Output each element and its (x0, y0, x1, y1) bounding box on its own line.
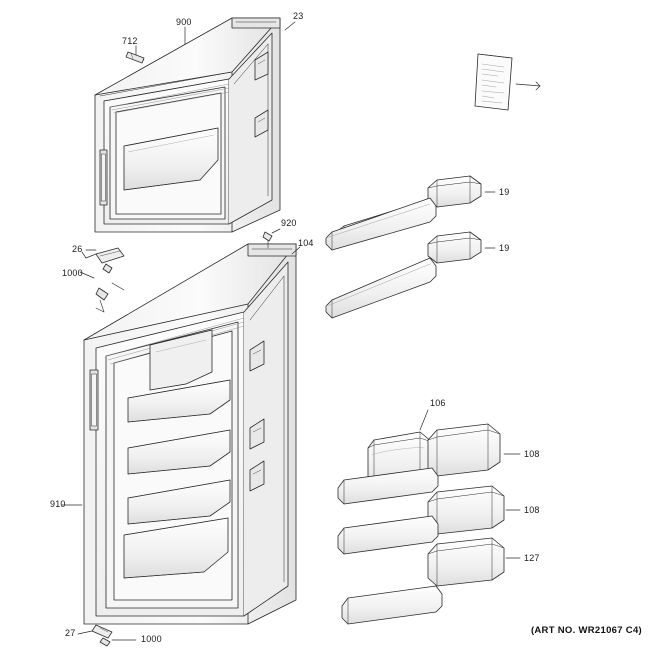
bin-127 (428, 538, 504, 586)
bin-108-rail-lower (338, 516, 438, 554)
hinge-hardware-lower (78, 625, 136, 646)
callout-19-upper: 19 (499, 187, 510, 197)
art-number: (ART NO. WR21067 C4) (530, 625, 642, 636)
callout-712: 712 (122, 36, 138, 46)
callout-1000-upper: 1000 (62, 268, 83, 278)
callout-108-lower: 108 (524, 505, 540, 515)
fresh-food-door-assembly (84, 244, 296, 624)
callout-106: 106 (430, 398, 446, 408)
door-rail-19-lower (326, 258, 436, 318)
spec-label-tag (475, 54, 540, 110)
callout-27: 27 (65, 628, 76, 638)
hinge-hardware-upper (82, 248, 124, 312)
door-bar-19-lower (428, 232, 481, 263)
callout-23: 23 (293, 11, 304, 21)
bin-108-lower (428, 486, 504, 534)
callout-26: 26 (72, 244, 83, 254)
screw-712 (126, 52, 144, 63)
callout-1000-lower: 1000 (141, 634, 162, 644)
callout-920: 920 (281, 218, 297, 228)
callout-19-lower: 19 (499, 243, 510, 253)
freezer-door-assembly (95, 18, 280, 232)
door-rail-19-upper (326, 198, 436, 250)
bin-127-rail (342, 586, 442, 624)
callout-910: 910 (50, 499, 66, 509)
callout-127: 127 (524, 553, 540, 563)
callout-900: 900 (176, 17, 192, 27)
callout-104: 104 (298, 238, 314, 248)
bin-108-upper (428, 424, 500, 476)
callout-108-upper: 108 (524, 449, 540, 459)
